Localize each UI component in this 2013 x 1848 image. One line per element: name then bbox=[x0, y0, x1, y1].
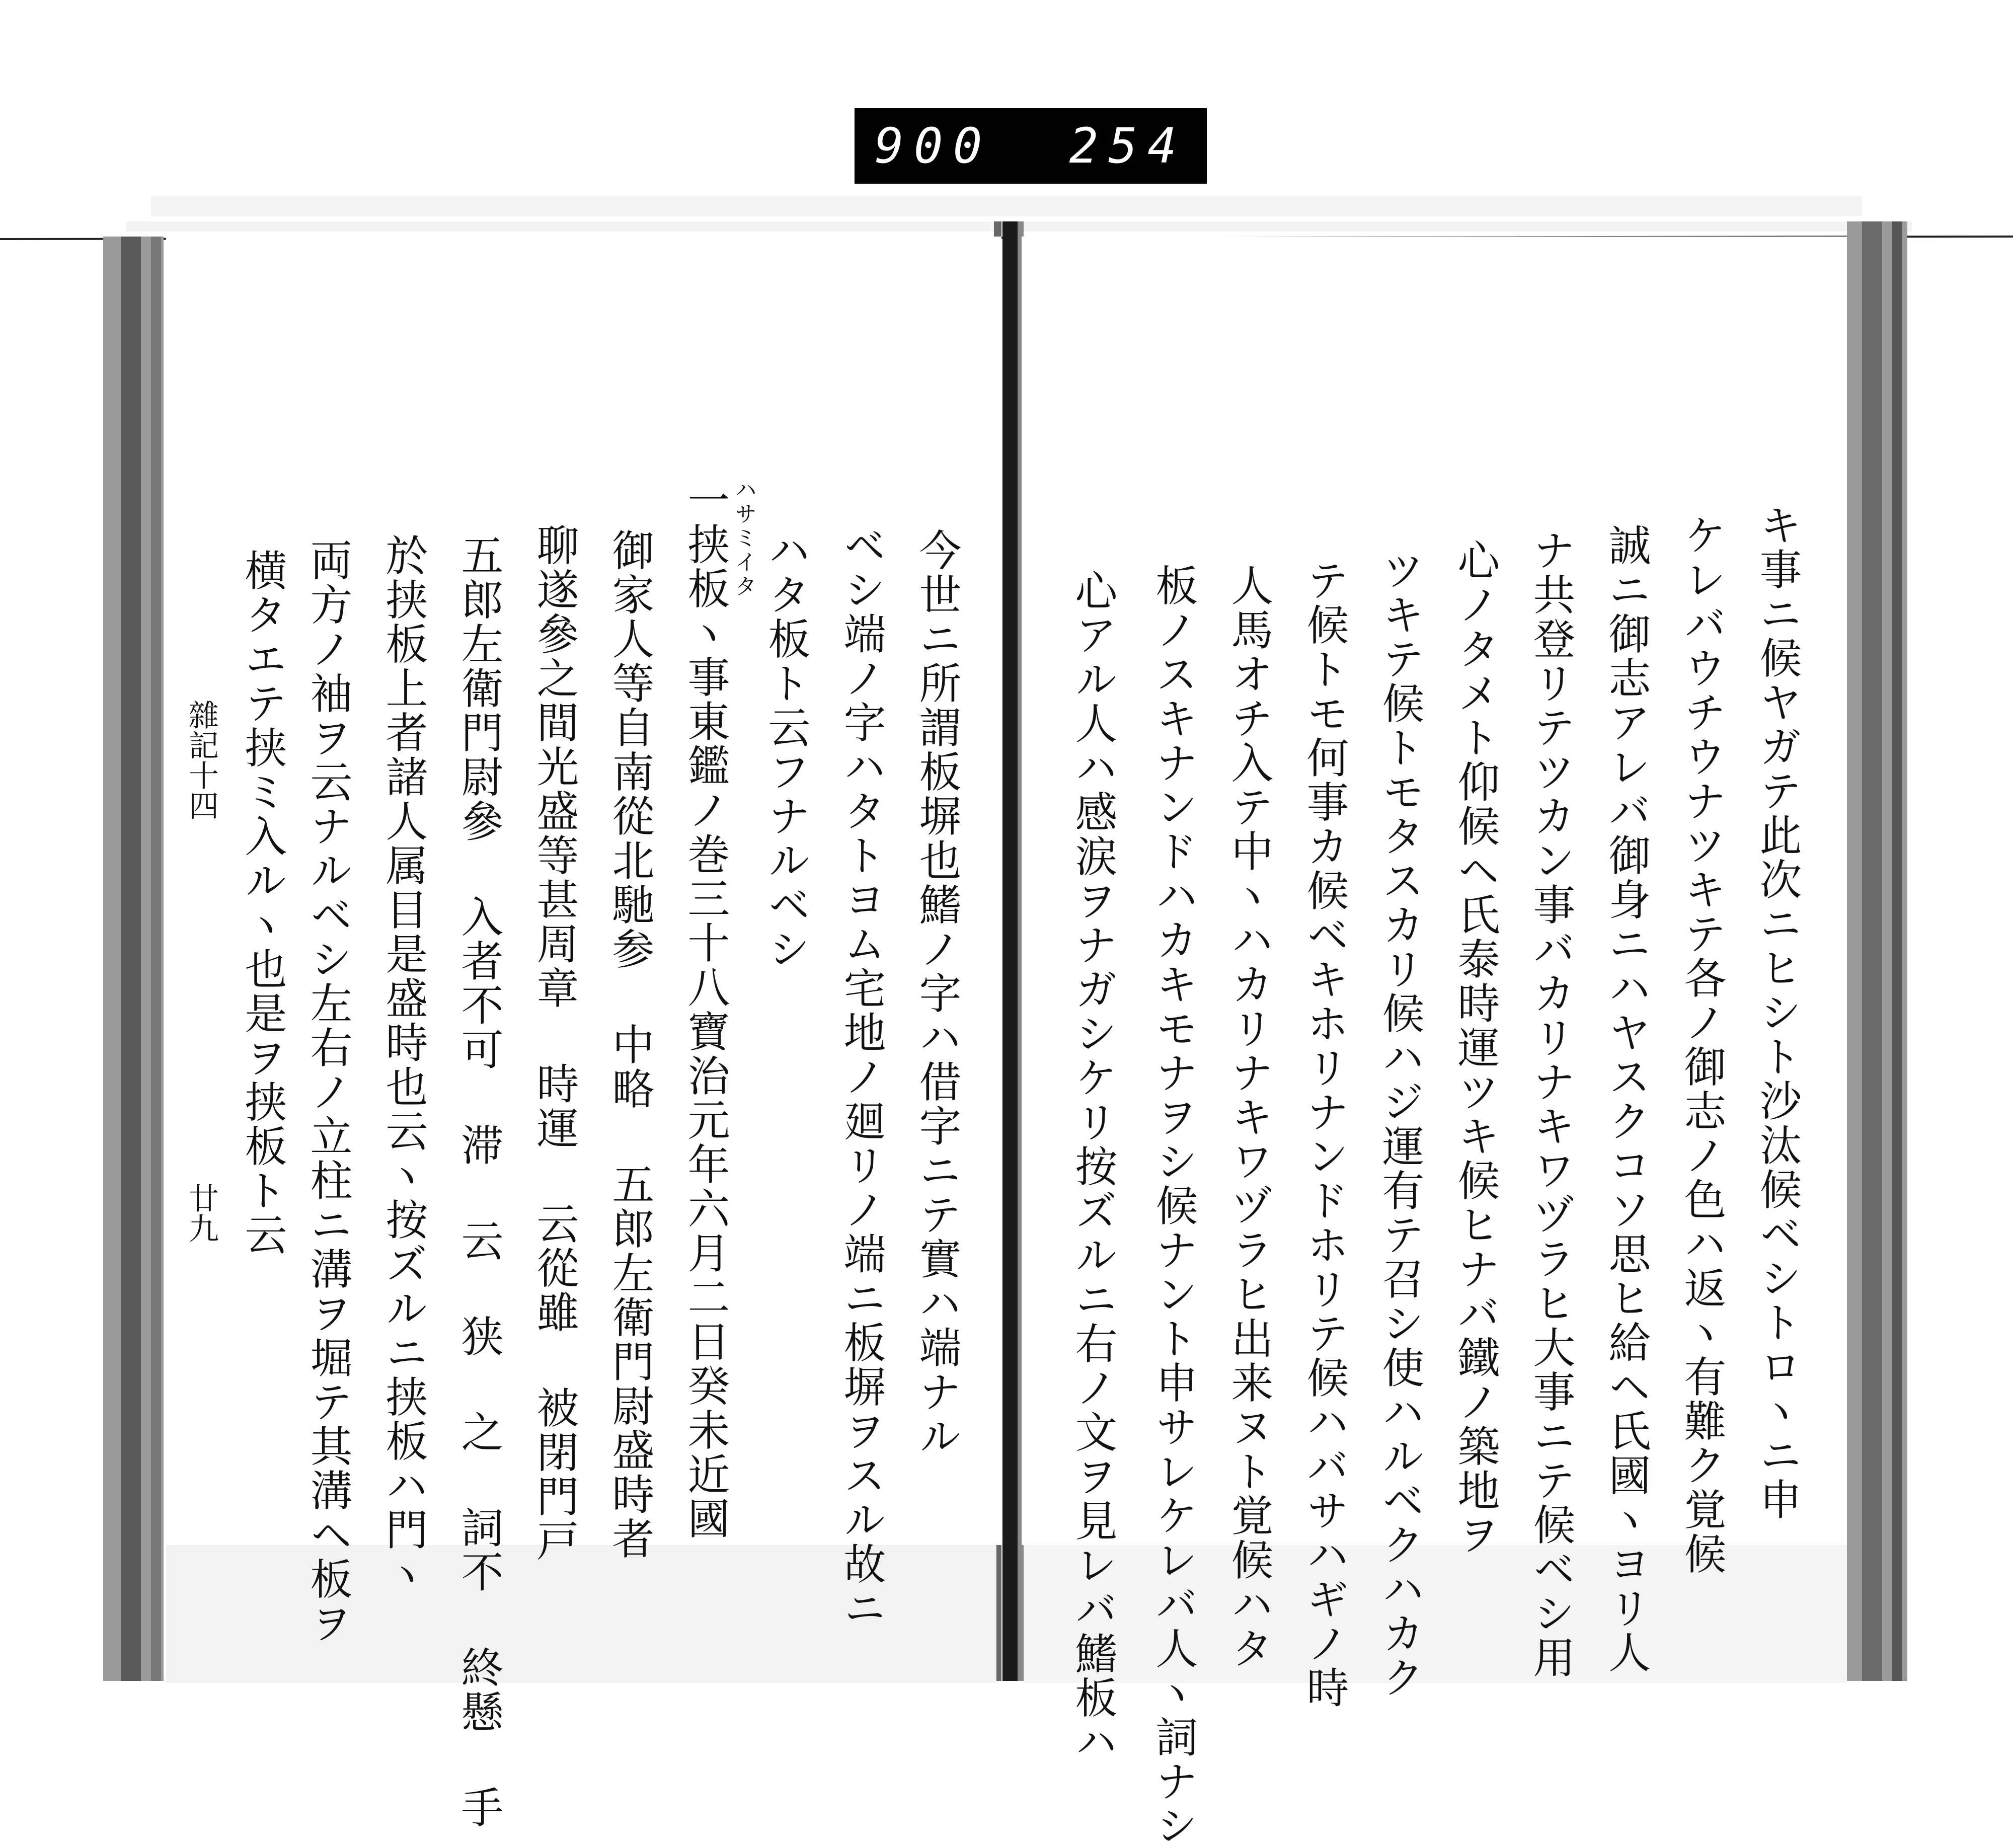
left-col-10: 横タエテ挟ミ入ルヽ也是ヲ挟板ト云 bbox=[238, 549, 287, 1257]
left-furigana: ハサミイタ bbox=[731, 478, 756, 599]
right-page bbox=[1022, 237, 1847, 1848]
left-col-5: 御家人等自南從北馳参 中略 五郎左衛門尉盛時者 bbox=[605, 528, 655, 1561]
right-col-8: 人馬オチ入テ中ヽハカリナキワヅラヒ出来ヌト覚候ハタ bbox=[1224, 564, 1274, 1671]
right-col-9: 板ノスキナンドハカキモナヲシ候ナント申サレケレバ人ヽ詞ナシ bbox=[1149, 564, 1198, 1848]
frame-counter bbox=[855, 108, 1207, 184]
right-page-edge bbox=[1847, 221, 1907, 1681]
left-page bbox=[166, 237, 1001, 1830]
left-page-edge bbox=[103, 237, 164, 1681]
right-col-2: ケレバウチウナツキテ各ノ御志ノ色ハ返ヽ有難ク覚候 bbox=[1677, 513, 1727, 1576]
right-col-7: テ候トモ何事カ候ベキホリナンドホリテ候ハバサハギノ時 bbox=[1300, 559, 1349, 1710]
frame-counter-left: 900 bbox=[875, 118, 992, 174]
left-col-8: 於挟板上者諸人属目是盛時也云ヽ按ズルニ挟板ハ門ヽ bbox=[379, 533, 428, 1596]
left-col-9: 両方ノ袖ヲ云ナルベシ左右ノ立柱ニ溝ヲ堀テ其溝ヘ板ヲ bbox=[303, 538, 353, 1646]
right-col-6: ツキテ候トモタスカリ候ハジ運有テ召シ使ハルベクハカク bbox=[1375, 549, 1425, 1700]
right-col-4: ナ共登リテツカン事バカリナキワヅラヒ大事ニテ候ベシ用 bbox=[1526, 528, 1576, 1680]
left-col-1: 今世ニ所謂板塀也鰭ノ字ハ借字ニテ實ハ端ナル bbox=[912, 528, 962, 1458]
left-col-3: ハタ板ト云フナルベシ bbox=[761, 528, 811, 971]
right-col-5: 心ノタメト仰候ヘ氏泰時運ツキ候ヒナバ鐵ノ築地ヲ bbox=[1451, 538, 1500, 1557]
left-col-4: 一挟板ヽ事東鑑ノ巻三十八寶治元年六月二日癸未近國 bbox=[681, 478, 730, 1541]
running-title: 雜記十四 bbox=[184, 700, 219, 820]
left-col-2: ベシ端ノ字ハタトヨム宅地ノ廻リノ端ニ板塀ヲスル故ニ bbox=[837, 523, 886, 1631]
right-col-10: 心アル人ハ感涙ヲナガシケリ按ズルニ右ノ文ヲ見レバ鰭板ハ bbox=[1068, 569, 1118, 1764]
folio-number: 廿九 bbox=[184, 1183, 219, 1243]
right-col-3: 誠ニ御志アレバ御身ニハヤスクコソ思ヒ給ヘ氏國ヽヨリ人 bbox=[1602, 523, 1651, 1675]
frame-counter-right: 254 bbox=[1069, 118, 1187, 174]
right-col-1: キ事ニ候ヤガテ此次ニヒシト沙汰候ベシトロヽニ申 bbox=[1753, 503, 1802, 1522]
left-col-6: 聊遂參之間光盛等甚周章 時運 云從雖 被閉門戸 bbox=[530, 523, 579, 1563]
left-col-7: 五郎左衛門尉參 入者不可 滞 云 狭 之 詞不 終懸 手 bbox=[454, 533, 504, 1830]
